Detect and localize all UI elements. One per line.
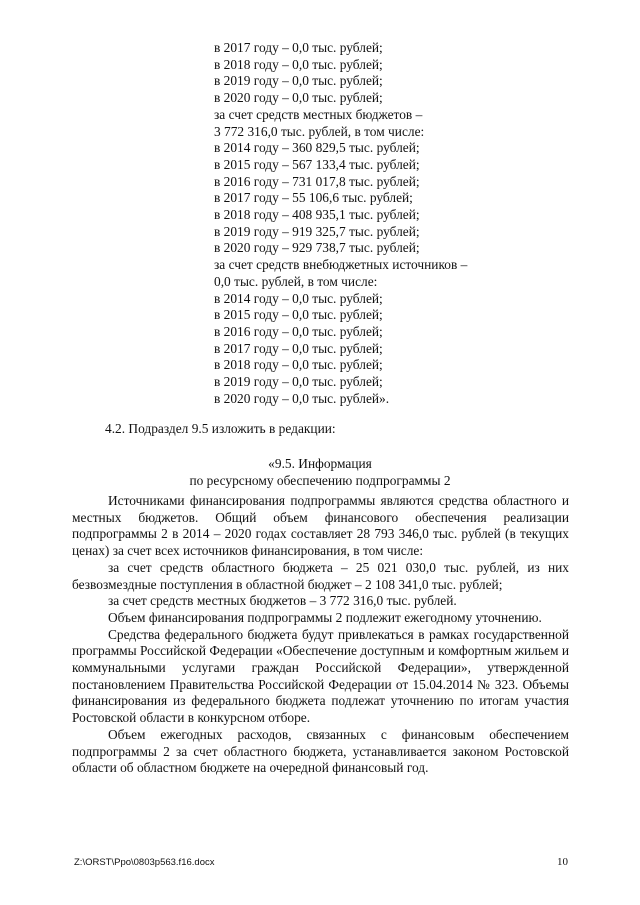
- list-item: в 2019 году – 919 325,7 тыс. рублей;: [214, 223, 420, 239]
- section-title: [0, 456, 640, 489]
- paragraph: Объем ежегодных расходов, связанных с финансовым обеспечением подпрограммы 2 за счет областного бюджета, устанавливается законом Ростовской области об областном бюджете на очередной финансовый год.: [72, 726, 569, 776]
- list-item: в 2020 году – 0,0 тыс. рублей».: [214, 390, 390, 406]
- list-item: в 2020 году – 929 738,7 тыс. рублей;: [214, 240, 420, 256]
- list-item: в 2019 году – 0,0 тыс. рублей;: [214, 73, 383, 89]
- footer-file-path: Z:\ORST\Ppo\0803p563.f16.docx: [74, 857, 215, 868]
- subsection-instruction: 4.2. Подраздел 9.5 изложить в редакции:: [105, 421, 336, 436]
- list-item: в 2017 году – 55 106,6 тыс. рублей;: [214, 190, 413, 206]
- paragraph: Источниками финансирования подпрограммы являются средства областного и местных бюджетов. Общий объем финансового обеспечения реализации подпрограммы 2 в 2014 – 2020 годах составляет 28 793 346,0 тыс. рублей (в текущих ценах) за счет всех источников финансирования, в том числе:: [72, 493, 569, 559]
- list-item: в 2019 году – 0,0 тыс. рублей;: [214, 374, 383, 390]
- list-item: в 2017 году – 0,0 тыс. рублей;: [214, 340, 383, 356]
- paragraph: за счет средств местных бюджетов – 3 772 316,0 тыс. рублей.: [108, 593, 457, 609]
- list-item: в 2020 году – 0,0 тыс. рублей;: [214, 90, 383, 106]
- funding-list: [214, 40, 514, 407]
- body-text: [72, 493, 569, 777]
- list-item: в 2018 году – 408 935,1 тыс. рублей;: [214, 207, 420, 223]
- footer-page-number: 10: [557, 856, 568, 868]
- list-item: в 2015 году – 0,0 тыс. рублей;: [214, 307, 383, 323]
- list-item: в 2014 году – 360 829,5 тыс. рублей;: [214, 140, 420, 156]
- list-item: в 2015 году – 567 133,4 тыс. рублей;: [214, 156, 420, 172]
- paragraph: Объем финансирования подпрограммы 2 подлежит ежегодному уточнению.: [108, 609, 542, 625]
- list-item: в 2016 году – 0,0 тыс. рублей;: [214, 323, 383, 339]
- section-title-line-2: по ресурсному обеспечению подпрограммы 2: [189, 472, 451, 488]
- section-title-line-1: «9.5. Информация: [268, 456, 372, 471]
- list-item: в 2018 году – 0,0 тыс. рублей;: [214, 357, 383, 373]
- list-item: в 2014 году – 0,0 тыс. рублей;: [214, 290, 383, 306]
- paragraph: Средства федерального бюджета будут привлекаться в рамках государственной программы Российской Федерации «Обеспечение доступным и комфортным жильем и коммунальными услугами граждан Российской Федерации», утвержденной постановлением Правительства Российской Федерации от 15.04.2014 № 323. Объемы финансирования из федерального бюджета подлежат уточнению по итогам участия Ростовской области в конкурсном отборе.: [72, 626, 569, 726]
- list-item: за счет средств внебюджетных источников –: [214, 257, 468, 273]
- list-item: в 2017 году – 0,0 тыс. рублей;: [214, 40, 383, 55]
- list-item: в 2018 году – 0,0 тыс. рублей;: [214, 56, 383, 72]
- list-item: 3 772 316,0 тыс. рублей, в том числе:: [214, 123, 425, 139]
- list-item: за счет средств местных бюджетов –: [214, 106, 423, 122]
- list-item: в 2016 году – 731 017,8 тыс. рублей;: [214, 173, 420, 189]
- paragraph: за счет средств областного бюджета – 25 021 030,0 тыс. рублей, из них безвозмездные поступления в областной бюджет – 2 108 341,0 тыс. рублей;: [72, 559, 569, 592]
- list-item: 0,0 тыс. рублей, в том числе:: [214, 273, 378, 289]
